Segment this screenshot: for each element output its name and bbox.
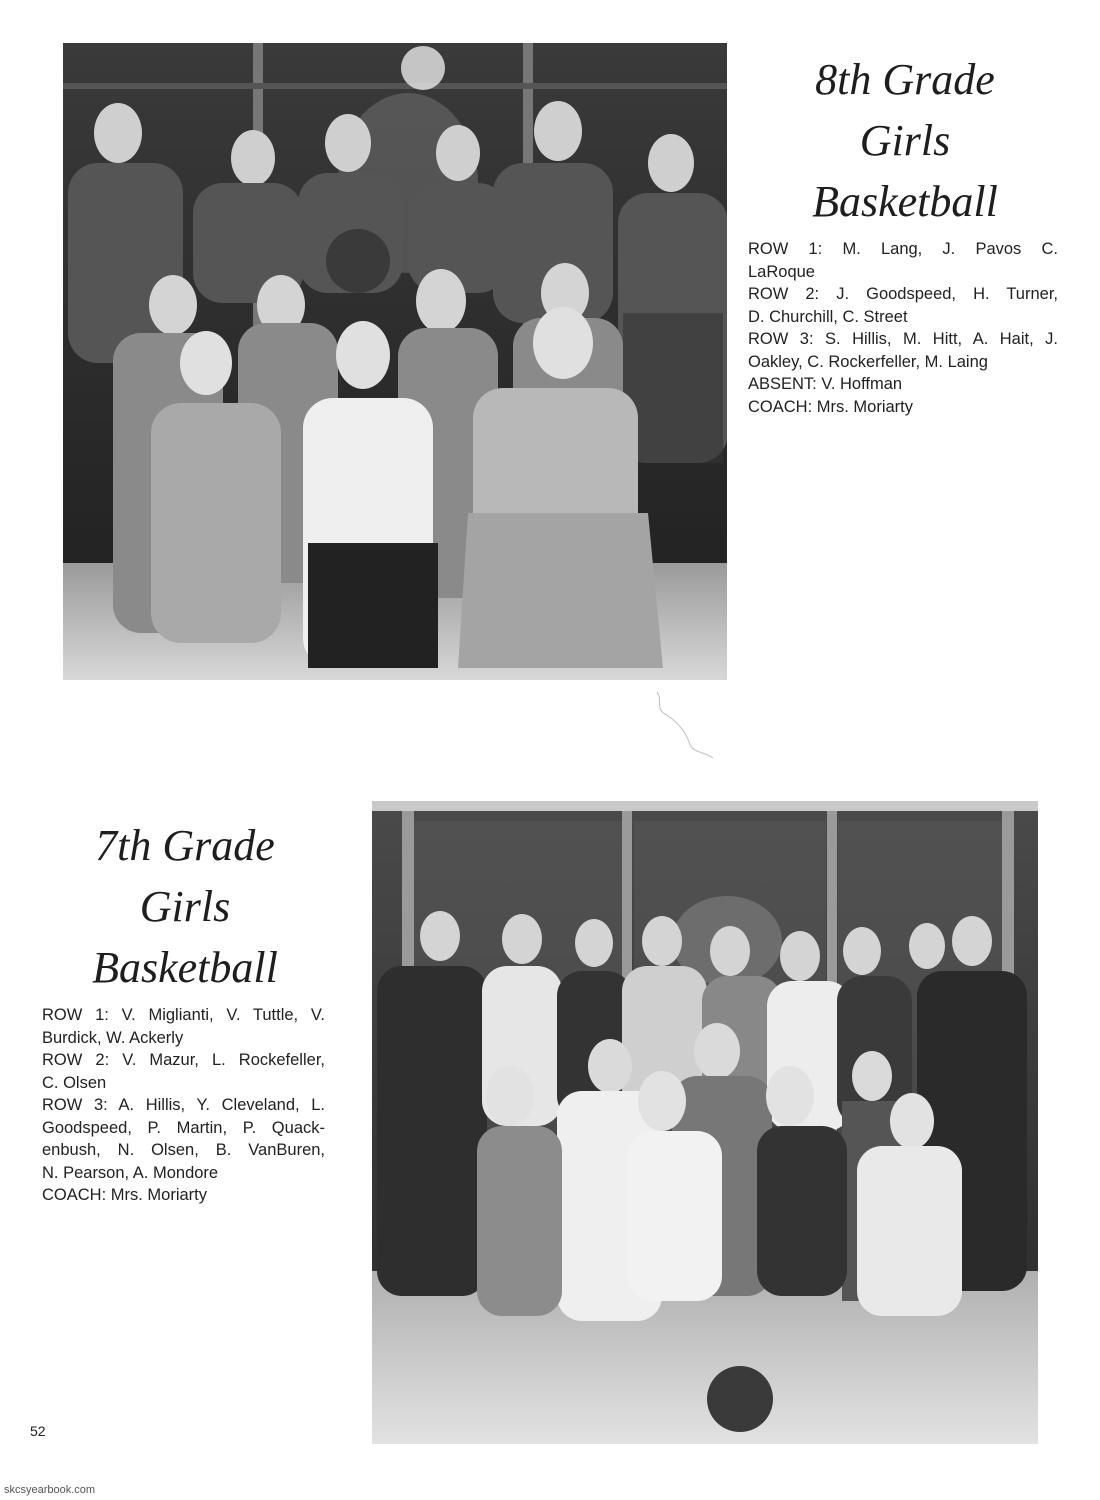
roster-line: ROW 2: V. Mazur, L. Rockefeller, (42, 1051, 325, 1069)
roster-line: LaRoque (748, 262, 815, 281)
site-watermark: skcsyearbook.com (4, 1484, 96, 1496)
roster-line: COACH: Mrs. Moriarty (748, 397, 913, 416)
title-line: 8th Grade (815, 55, 995, 104)
team-7th-grade-roster (42, 1004, 325, 1207)
team-8th-grade-roster (748, 238, 1058, 418)
team-photo-8th-grade (63, 43, 727, 680)
roster-line: ROW 3: S. Hillis, M. Hitt, A. Hait, J. (748, 330, 1058, 348)
roster-line: ROW 3: A. Hillis, Y. Cleveland, L. (42, 1096, 325, 1114)
team-7th-grade-title (40, 815, 330, 998)
team-photo-7th-grade (372, 801, 1038, 1444)
title-line: Girls (139, 882, 231, 931)
paper-crease-mark (655, 690, 715, 760)
page-number: 52 (30, 1423, 46, 1439)
roster-line: C. Olsen (42, 1073, 107, 1092)
roster-line: enbush, N. Olsen, B. VanBuren, (42, 1141, 325, 1159)
title-line: Girls (859, 116, 951, 165)
roster-line: ROW 1: M. Lang, J. Pavos C. (748, 240, 1058, 258)
roster-line: ROW 1: V. Miglianti, V. Tuttle, V. (42, 1006, 325, 1024)
title-line: Basketball (92, 943, 278, 992)
roster-line: ABSENT: V. Hoffman (748, 375, 903, 393)
roster-line: Goodspeed, P. Martin, P. Quack- (42, 1118, 325, 1137)
roster-line: N. Pearson, A. Mondore (42, 1163, 219, 1182)
roster-line: Burdick, W. Ackerly (42, 1028, 184, 1047)
roster-line: Oakley, C. Rockerfeller, M. Laing (748, 352, 988, 371)
title-line: Basketball (812, 177, 998, 226)
roster-line: D. Churchill, C. Street (748, 307, 908, 326)
title-line: 7th Grade (95, 821, 275, 870)
team-8th-grade-title (760, 49, 1050, 232)
roster-line: COACH: Mrs. Moriarty (42, 1186, 207, 1204)
roster-line: ROW 2: J. Goodspeed, H. Turner, (748, 285, 1058, 303)
